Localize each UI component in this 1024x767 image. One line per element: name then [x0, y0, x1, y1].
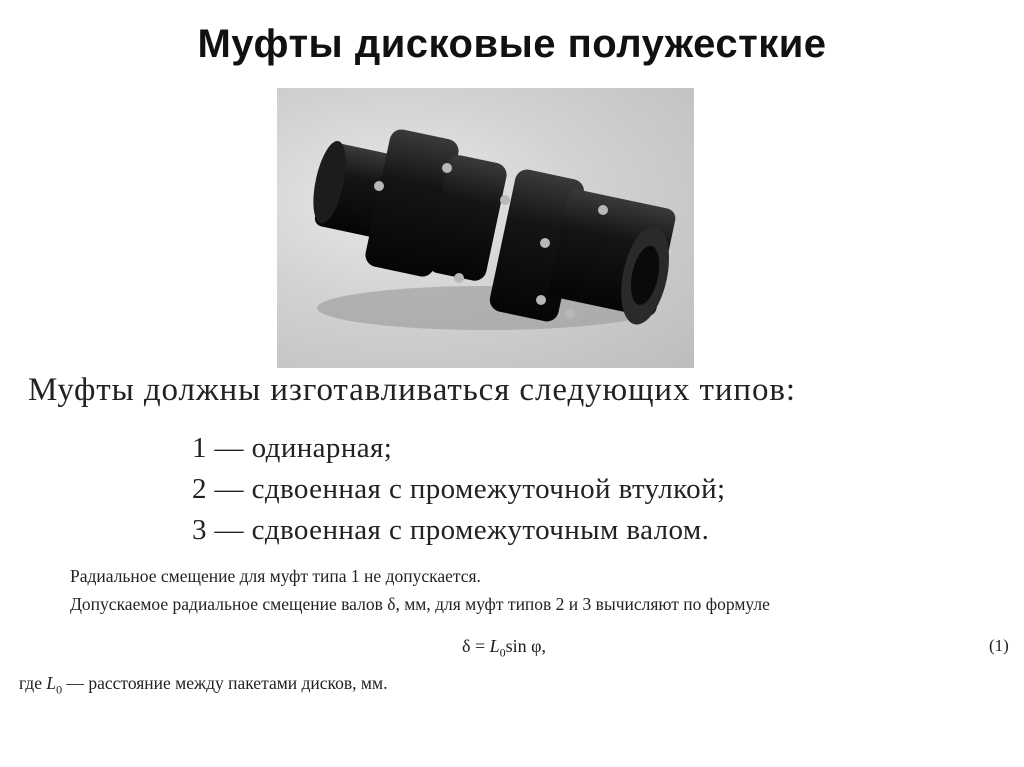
equation-number: (1): [989, 636, 1009, 655]
formula-sub: 0: [499, 645, 506, 660]
where-sub: 0: [56, 682, 63, 697]
formula-lhs: δ =: [462, 636, 490, 656]
where-prefix: где: [19, 673, 47, 693]
type-item-2: 2 — сдвоенная с промежуточной втулкой;: [192, 473, 726, 505]
types-lead-text: Муфты должны изготавливаться следующих типов:: [28, 372, 796, 408]
where-text: — расстояние между пакетами дисков, мм.: [62, 673, 388, 693]
type-item-3: 3 — сдвоенная с промежуточным валом.: [192, 514, 710, 546]
formula-rest: sin φ,: [505, 636, 547, 656]
where-explanation: [19, 673, 387, 698]
type-item-1: 1 — одинарная;: [192, 432, 393, 464]
formula-var: L: [489, 636, 500, 656]
offset-formula: [462, 636, 546, 661]
types-list: [192, 428, 725, 551]
radial-offset-note: Радиальное смещение для муфт типа 1 не допускается.: [70, 566, 481, 586]
coupling-illustration: [277, 88, 694, 368]
where-var: L: [46, 673, 57, 693]
disk-coupling-photo: [277, 88, 694, 368]
allowed-offset-note: Допускаемое радиальное смещение валов δ, мм, для муфт типов 2 и 3 вычисляют по формуле: [70, 594, 770, 614]
slide-title: Муфты дисковые полужесткие: [197, 22, 827, 66]
